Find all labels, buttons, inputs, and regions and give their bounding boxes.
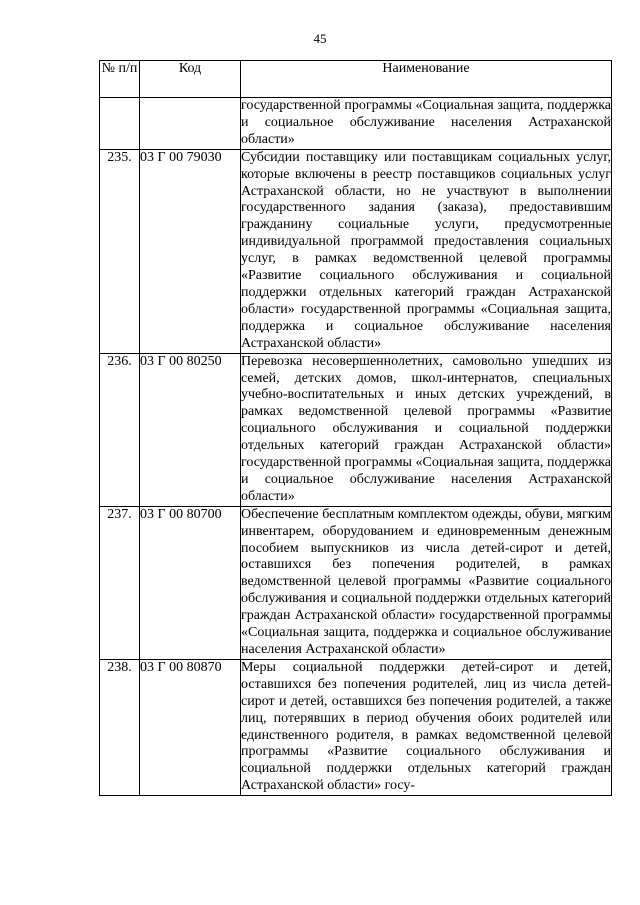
row-number bbox=[100, 98, 140, 150]
row-name: Перевозка несовершеннолетних, самовольно ушедших из семей, детских домов, школ-интернатов, специальных учебно-воспитательных и иных детских учреждений, в рамках ведомственной целевой программы «Развитие социального обслуживания и социальной поддержки отдельных категорий граждан Астраханской области» государственной программы «Социальная защита, поддержка и социальное обслуживание населения Астраханской области» bbox=[241, 353, 612, 506]
row-name: Меры социальной поддержки детей-сирот и детей, оставшихся без попечения родителей, лиц из числа детей-сирот и детей, оставшихся без попечения родителей, а также лиц, потерявших в период обучения обоих родителей или единственного родителя, в рамках ведомственной целевой программы «Развитие социального обслуживания и социальной поддержки отдельных категорий граждан Астраханской области» госу- bbox=[241, 659, 612, 795]
row-number: 238. bbox=[100, 659, 140, 795]
row-number: 237. bbox=[100, 506, 140, 659]
page-number: 45 bbox=[313, 31, 327, 46]
table-row bbox=[100, 659, 612, 795]
header-number: № п/п bbox=[100, 61, 140, 98]
header-name: Наименование bbox=[241, 61, 612, 98]
row-name: Субсидии поставщику или поставщикам социальных услуг, которые включены в реестр поставщиков социальных услуг Астраханской области, но не участвуют в выполнении государственного задания (заказа), предоставившим гражданину социальные услуги, предусмотренные индивидуальной программой предоставления социальных услуг, в рамках ведомственной целевой программы «Развитие социального обслуживания и социальной поддержки отдельных категорий граждан Астраханской области» государственной программы «Социальная защита, поддержка и социальное обслуживание населения Астраханской области» bbox=[241, 149, 612, 353]
row-code: 03 Г 00 80870 bbox=[140, 659, 241, 795]
row-number: 236. bbox=[100, 353, 140, 506]
table-row bbox=[100, 506, 612, 659]
row-code bbox=[140, 98, 241, 150]
header-code: Код bbox=[140, 61, 241, 98]
row-name: Обеспечение бесплатным комплектом одежды, обуви, мягким инвентарем, оборудованием и единовременным денежным пособием выпускников из числа детей-сирот и детей, оставшихся без попечения родителей, в рамках ведомственной целевой программы «Развитие социального обслуживания и социальной поддержки отдельных категорий граждан Астраханской области» государственной программы «Социальная защита, поддержка и социальное обслуживание населения Астраханской области» bbox=[241, 506, 612, 659]
row-code: 03 Г 00 80700 bbox=[140, 506, 241, 659]
row-code: 03 Г 00 79030 bbox=[140, 149, 241, 353]
row-code: 03 Г 00 80250 bbox=[140, 353, 241, 506]
row-number: 235. bbox=[100, 149, 140, 353]
table-header-row bbox=[100, 61, 612, 98]
table-row bbox=[100, 149, 612, 353]
row-name: государственной программы «Социальная защита, поддержка и социальное обслуживание населения Астраханской области» bbox=[241, 98, 612, 150]
budget-codes-table bbox=[99, 60, 612, 796]
table-row bbox=[100, 98, 612, 150]
table-row bbox=[100, 353, 612, 506]
